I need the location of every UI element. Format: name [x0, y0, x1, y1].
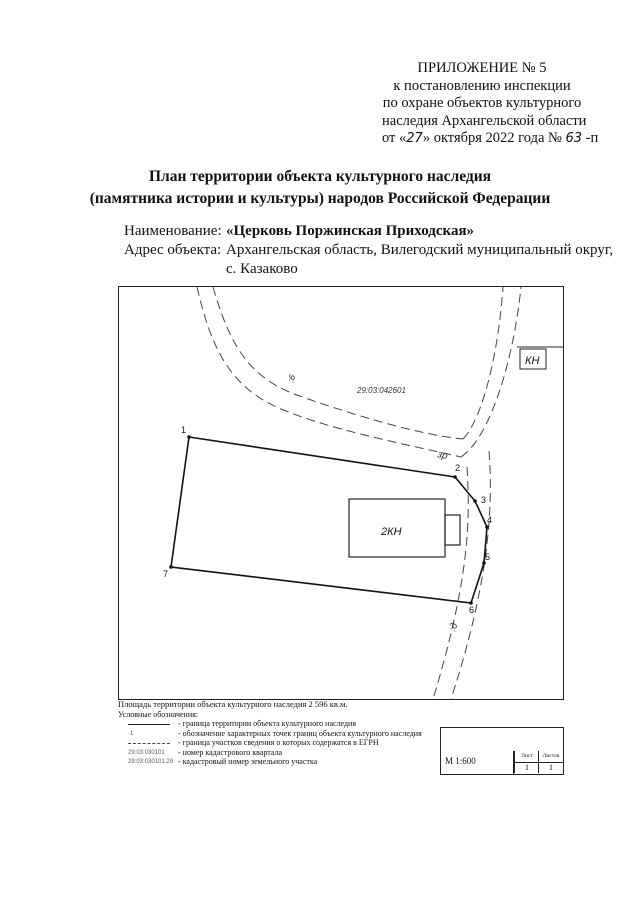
road-edge-left [197, 287, 461, 457]
name-label: Наименование: [124, 223, 222, 239]
point-2-marker [453, 475, 457, 479]
area-text: Площадь территории объекта культурного наследия 2 596 кв.м. [118, 699, 348, 709]
address-row-2 [124, 260, 613, 279]
document-title [0, 166, 640, 210]
legend-item-text: - граница участков сведения о которых содержатся в ЕГРН [178, 738, 379, 747]
point-6-label: 6 [469, 605, 475, 615]
point-3-marker [473, 499, 477, 503]
point-4-marker [485, 525, 489, 529]
point-1-label: 1 [181, 425, 187, 435]
address-row [124, 241, 613, 260]
road-south-left [433, 467, 468, 699]
legend-item-text: - граница территории объекта культурного наследия [178, 719, 357, 728]
legend-item-text: - номер кадастрового квартала [178, 747, 283, 757]
address-line2: с. Казаково [226, 261, 298, 277]
legend-symbol-parcel-number: 29:03:030101:29 [128, 759, 174, 765]
title-line1: План территории объекта культурного наследия [148, 168, 492, 185]
annex-date-prefix: от « [382, 130, 407, 146]
annex-line5 [382, 130, 599, 148]
point-2-label: 2 [455, 463, 461, 473]
map-drawing [119, 287, 563, 699]
point-7-marker [169, 565, 173, 569]
legend-symbol-quarter: 29:03:030101 [128, 749, 165, 756]
cadastral-quarter-label: 29:03:042601 [357, 386, 406, 395]
scale-label: М 1:600 [445, 756, 476, 766]
road-label-top: :6 [285, 373, 298, 384]
legend-header: Условные обозначения: [118, 709, 199, 719]
annex-line2: к постановлению инспекции [393, 77, 571, 94]
point-3-label: 3 [481, 495, 487, 505]
address-label: Адрес объекта: [124, 242, 222, 258]
annex-date-day: 27 [406, 131, 423, 146]
territory-map [118, 286, 564, 700]
sheet-value: 1 [514, 762, 539, 773]
sheet-header: Лист [514, 751, 539, 762]
annex-line1: ПРИЛОЖЕНИЕ № 5 [417, 60, 547, 76]
annex-line4: наследия Архангельской области [382, 112, 587, 129]
point-5-label: 5 [485, 552, 491, 562]
annex-suffix: -п [582, 130, 599, 146]
road-label-mid: зр [436, 449, 449, 463]
road-south-right [451, 451, 493, 699]
legend-symbol-dashed-line [128, 743, 170, 744]
annex-number: 63 [565, 131, 583, 146]
legend-item-text: - обозначение характерных точек границ объекта культурного наследия [178, 728, 422, 738]
sheet-table [513, 751, 564, 774]
annex-header [382, 60, 599, 148]
territory-boundary [171, 437, 487, 603]
road-label-bottom: :д [447, 621, 461, 633]
legend-symbol-solid-line [128, 724, 170, 725]
address-line1: Архангельская область, Вилегодский муниципальный округ, [226, 242, 614, 258]
legend-item-text: - кадастровый номер земельного участка [178, 757, 318, 766]
road-curve-right-inner [463, 287, 503, 439]
building-label: 2КН [381, 526, 402, 538]
point-7-label: 7 [163, 569, 169, 579]
neighbor-parcel-kn: КН [525, 355, 540, 367]
annex-line3: по охране объектов культурного [382, 95, 582, 111]
legend-symbol-point: ·1 [128, 730, 134, 737]
church-annex [445, 515, 460, 545]
object-meta [124, 222, 613, 279]
sheets-header: Листов [538, 751, 563, 762]
road-edge-right [213, 287, 463, 439]
point-4-label: 4 [487, 515, 493, 525]
name-row [124, 222, 613, 241]
title-line2: (памятника истории и культуры) народов Российской Федерации [89, 190, 551, 207]
name-value: «Церковь Поржинская Приходская» [226, 223, 475, 239]
annex-date-mid: » октября 2022 года № [422, 130, 566, 146]
scale-box [440, 727, 564, 775]
sheets-value: 1 [538, 762, 563, 773]
point-1-marker [187, 435, 191, 439]
